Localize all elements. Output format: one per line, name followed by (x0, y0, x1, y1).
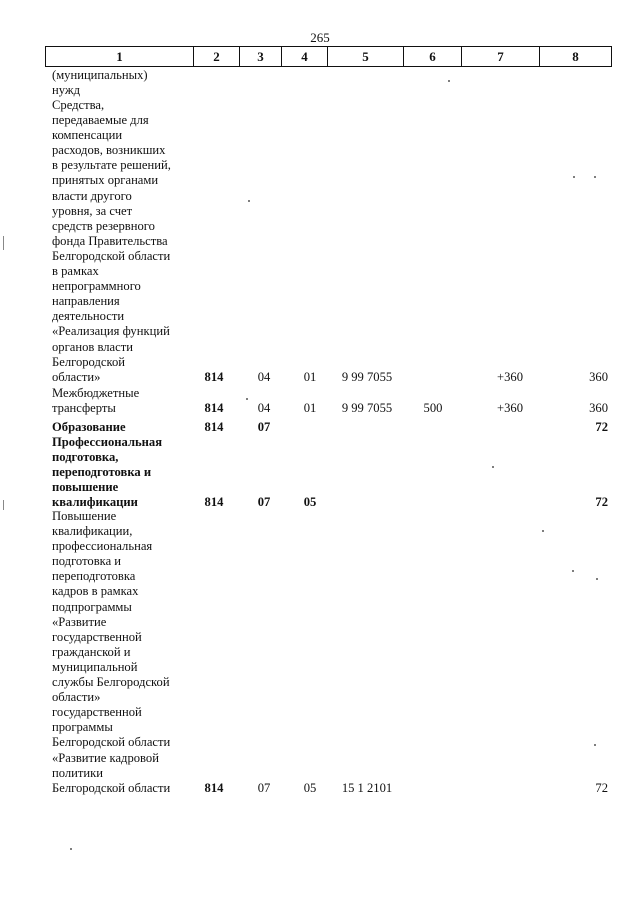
cell-c3: 07 (257, 495, 271, 510)
row-name-line: направления (52, 294, 120, 309)
scan-speck (246, 398, 248, 400)
row-name-line: Средства, (52, 98, 105, 112)
row-name-line: фонда Правительства (52, 233, 168, 248)
cell-c4: 05 (303, 780, 317, 795)
row-name-line: подготовка, (52, 450, 119, 465)
cell-c7: +360 (497, 401, 523, 416)
row-name-line: средств резервного (52, 218, 155, 233)
row-name-line: муниципальной (52, 659, 138, 674)
row-name-line: Повышение (52, 509, 117, 523)
header-col-8: 8 (539, 47, 612, 66)
cell-c7: +360 (497, 369, 523, 384)
header-col-7: 7 (461, 47, 539, 66)
row-name-line: «Развитие кадровой (52, 750, 159, 765)
row-name-line: Межбюджетные (52, 386, 140, 400)
cell-c4: 05 (303, 495, 317, 510)
row-name-line: передаваемые для (52, 113, 149, 128)
row-name-line: непрограммного (52, 279, 141, 294)
row-name-line: программы (52, 720, 113, 735)
cell-c8: 72 (595, 780, 608, 795)
row-name-line: переподготовка и (52, 465, 152, 480)
row-name-line: квалификации, (52, 524, 133, 539)
row-name-line: деятельности (52, 309, 125, 324)
row-name-line: подготовка и (52, 554, 122, 569)
scan-speck (492, 466, 494, 468)
cell-c2: 814 (204, 495, 224, 510)
cell-c2: 814 (204, 420, 224, 434)
scan-speck (594, 744, 596, 746)
row-name-line: Белгородской области (52, 248, 171, 263)
row-name-line: подпрограммы (52, 599, 132, 614)
row-name (52, 420, 180, 435)
cell-c4: 01 (303, 369, 317, 384)
row-name (52, 68, 180, 98)
scan-speck (248, 200, 250, 202)
row-name-line: политики (52, 765, 103, 780)
row-name-line: Белгородской области (52, 735, 171, 750)
row-name-line: области» (52, 690, 101, 705)
header-col-2: 2 (193, 47, 239, 66)
row-name-line: нужд (52, 83, 80, 98)
row-name-line: «Развитие (52, 614, 107, 629)
cell-c5: 9 99 7055 (341, 369, 393, 384)
row-name (52, 386, 180, 416)
cell-c2: 814 (204, 369, 224, 384)
cell-c3: 04 (257, 369, 271, 384)
header-col-6: 6 (403, 47, 461, 66)
cell-c5: 15 1 2101 (341, 780, 393, 795)
scan-speck (448, 80, 450, 82)
cell-c6: 500 (423, 401, 443, 416)
cell-c8: 360 (589, 369, 608, 384)
row-name-line: Белгородской области (52, 780, 171, 795)
row-name-line: принятых органами (52, 173, 159, 188)
header-col-5: 5 (327, 47, 403, 66)
header-col-4: 4 (281, 47, 327, 66)
row-name (52, 435, 180, 510)
row-name-line: гражданской и (52, 644, 131, 659)
row-name-line: кадров в рамках (52, 584, 139, 599)
scan-speck (572, 570, 574, 572)
row-name (52, 509, 180, 796)
header-col-1: 1 (45, 47, 193, 66)
scan-speck (70, 848, 72, 850)
row-name-line: службы Белгородской (52, 675, 170, 690)
scan-mark (3, 236, 4, 250)
row-name-line: квалификации (52, 495, 138, 510)
row-name-line: государственной (52, 629, 142, 644)
row-name-line: органов власти (52, 339, 133, 354)
row-name-line: государственной (52, 705, 142, 720)
cell-c8: 72 (595, 420, 608, 434)
row-name-line: расходов, возникших (52, 143, 166, 158)
row-name-line: профессиональная (52, 539, 153, 554)
cell-c8: 360 (589, 401, 608, 416)
row-name-line: Белгородской (52, 354, 125, 369)
row-name-line: области» (52, 369, 101, 384)
scan-speck (573, 176, 575, 178)
scan-mark (3, 500, 4, 510)
page-number: 265 (310, 30, 330, 45)
row-name-line: переподготовка (52, 569, 136, 584)
row-name-line: «Реализация функций (52, 324, 170, 339)
row-name-line: компенсации (52, 128, 123, 143)
row-name-line: в рамках (52, 264, 99, 279)
row-name-line: власти другого (52, 188, 132, 203)
cell-c3: 04 (257, 401, 271, 416)
row-name-line: трансферты (52, 401, 116, 416)
header-col-3: 3 (239, 47, 281, 66)
row-name-line: Образование (52, 420, 126, 434)
row-name (52, 98, 180, 385)
row-name-line: уровня, за счет (52, 203, 133, 218)
row-name-line: в результате решений, (52, 158, 171, 173)
cell-c8: 72 (595, 495, 608, 510)
row-name-line: Профессиональная (52, 435, 163, 449)
cell-c5: 9 99 7055 (341, 401, 393, 416)
row-name-line: повышение (52, 480, 119, 495)
cell-c3: 07 (257, 420, 271, 434)
cell-c2: 814 (204, 780, 224, 795)
scan-speck (596, 578, 598, 580)
scan-speck (594, 176, 596, 178)
table-header (45, 46, 612, 67)
row-name-line: (муниципальных) (52, 68, 148, 82)
scan-speck (542, 530, 544, 532)
cell-c4: 01 (303, 401, 317, 416)
cell-c3: 07 (257, 780, 271, 795)
cell-c2: 814 (204, 401, 224, 416)
